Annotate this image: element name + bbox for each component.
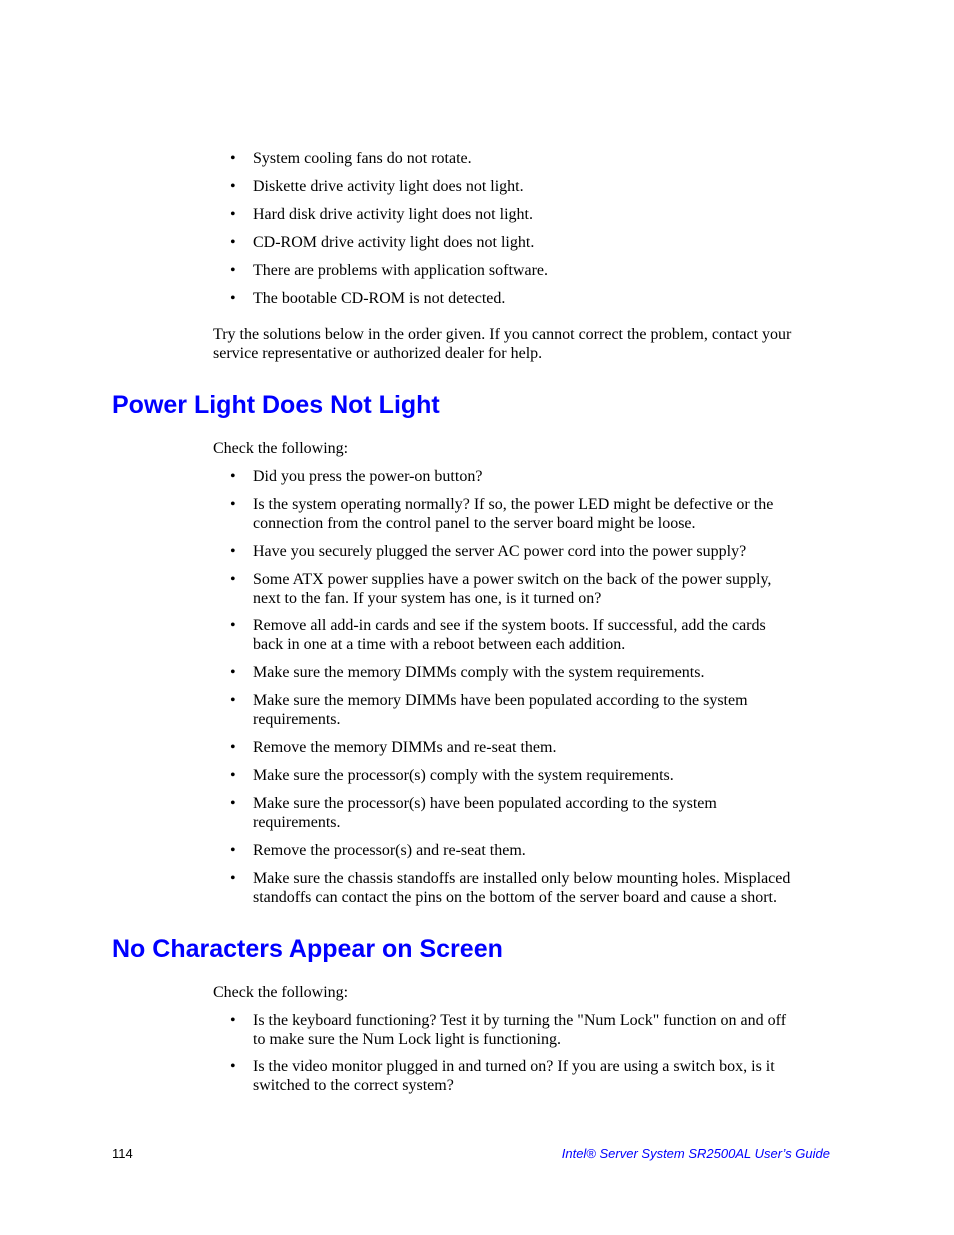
list-item-text: Remove the memory DIMMs and re-seat them. [253,739,557,756]
list-item [230,1011,830,1049]
list-item [230,177,830,196]
intro-paragraph [213,325,833,363]
list-item [230,542,830,561]
list-item-text: Make sure the processor(s) have been populated according to the system [253,795,717,812]
list-item-text: Did you press the power-on button? [253,468,483,485]
list-item [230,738,830,757]
paragraph-line: Try the solutions below in the order given. If you cannot correct the problem, contact your [213,326,792,343]
section-lead: Check the following: [213,440,349,457]
bullet-marker: • [230,870,236,887]
guide-title: Intel® Server System SR2500AL User’s Guide [561,1146,830,1161]
list-item-text: Hard disk drive activity light does not light. [253,206,533,223]
bullet-marker: • [230,234,236,251]
page-number: 114 [112,1146,133,1161]
bullet-marker: • [230,543,236,560]
list-item-text: CD-ROM drive activity light does not light. [253,234,535,251]
list-item [230,467,830,486]
list-item-text: standoffs can contact the pins on the bottom of the server board and cause a short. [253,889,777,906]
list-item [230,570,830,608]
bullet-marker: • [230,571,236,588]
list-item-text: Make sure the memory DIMMs comply with the system requirements. [253,664,705,681]
list-item-text: Have you securely plugged the server AC power cord into the power supply? [253,543,747,560]
bullet-marker: • [230,206,236,223]
list-item-text: The bootable CD-ROM is not detected. [253,290,506,307]
bullet-marker: • [230,1012,236,1029]
list-item-text: Is the keyboard functioning? Test it by turning the "Num Lock" function on and off [253,1012,787,1029]
list-item-text: Remove the processor(s) and re-seat them. [253,842,526,859]
list-item-text: next to the fan. If your system has one, is it turned on? [253,590,602,607]
list-item-text: Is the system operating normally? If so, the power LED might be defective or the [253,496,774,513]
list-item-text: connection from the control panel to the server board might be loose. [253,515,696,532]
list-item [230,1057,830,1095]
list-item [230,289,830,308]
list-item [230,261,830,280]
list-item-text: requirements. [253,814,341,831]
list-item [230,616,830,654]
list-item-text: switched to the correct system? [253,1077,454,1094]
bullet-marker: • [230,262,236,279]
bullet-marker: • [230,767,236,784]
bullet-marker: • [230,468,236,485]
bullet-marker: • [230,150,236,167]
list-item-text: Is the video monitor plugged in and turned on? If you are using a switch box, is it [253,1058,775,1075]
list-item [230,663,830,682]
bullet-marker: • [230,739,236,756]
list-item [230,149,830,168]
list-item-text: to make sure the Num Lock light is functioning. [253,1031,561,1048]
bullet-marker: • [230,842,236,859]
paragraph-line: service representative or authorized dealer for help. [213,345,543,362]
bullet-marker: • [230,496,236,513]
list-item-text: back in one at a time with a reboot between each addition. [253,636,626,653]
list-item [230,233,830,252]
list-item-text: Some ATX power supplies have a power switch on the back of the power supply, [253,571,772,588]
section-heading-no-characters: No Characters Appear on Screen [112,935,503,963]
list-item-text: Make sure the chassis standoffs are installed only below mounting holes. Misplaced [253,870,791,887]
section-lead: Check the following: [213,984,349,1001]
list-item-text: requirements. [253,711,341,728]
list-item-text: There are problems with application software. [253,262,548,279]
list-item [230,794,830,832]
bullet-marker: • [230,178,236,195]
list-item [230,205,830,224]
bullet-marker: • [230,692,236,709]
list-item [230,841,830,860]
bullet-marker: • [230,795,236,812]
list-item [230,495,830,533]
bullet-marker: • [230,1058,236,1075]
list-item [230,691,830,729]
list-item-text: Remove all add-in cards and see if the system boots. If successful, add the cards [253,617,766,634]
section-heading-power-light: Power Light Does Not Light [112,391,440,419]
list-item [230,766,830,785]
list-item [230,869,830,907]
bullet-marker: • [230,617,236,634]
list-item-text: Make sure the memory DIMMs have been populated according to the system [253,692,748,709]
bullet-marker: • [230,664,236,681]
list-item-text: Diskette drive activity light does not light. [253,178,524,195]
list-item-text: Make sure the processor(s) comply with the system requirements. [253,767,674,784]
list-item-text: System cooling fans do not rotate. [253,150,472,167]
bullet-marker: • [230,290,236,307]
